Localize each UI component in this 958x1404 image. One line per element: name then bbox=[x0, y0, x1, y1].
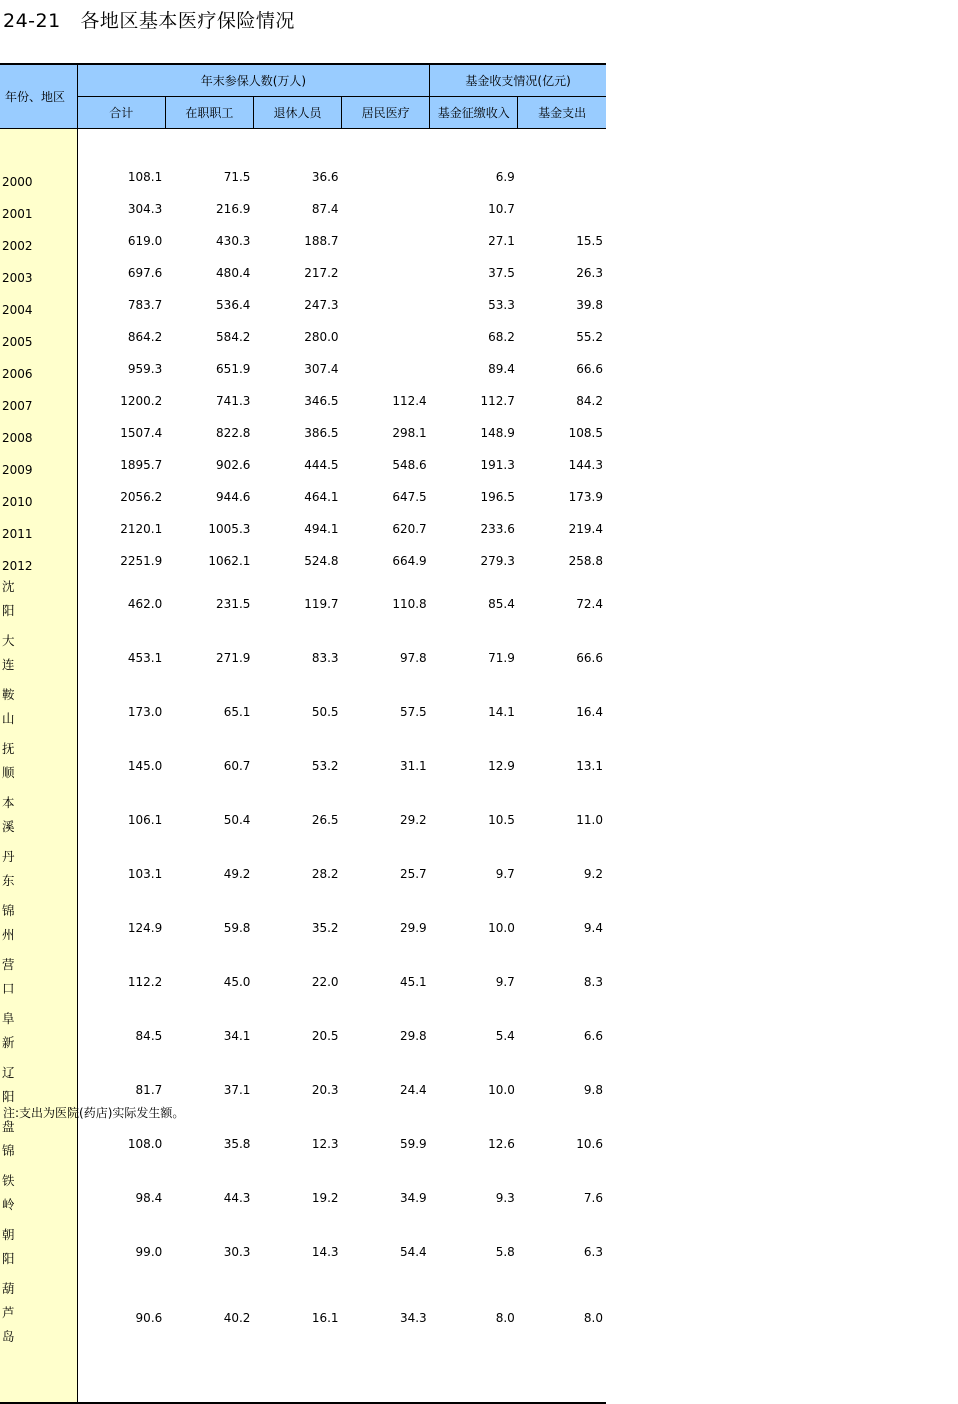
data-cell: 84.2 bbox=[576, 394, 603, 408]
data-cell: 258.8 bbox=[568, 554, 603, 568]
data-cell: 9.7 bbox=[495, 975, 515, 989]
data-cell: 31.1 bbox=[399, 759, 427, 773]
data-cell: 40.2 bbox=[223, 1311, 251, 1325]
data-cell: 462.0 bbox=[127, 597, 163, 611]
data-cell: 464.1 bbox=[304, 490, 339, 504]
table-row bbox=[0, 321, 606, 353]
data-cell: 87.4 bbox=[311, 202, 339, 216]
data-cell: 84.5 bbox=[135, 1029, 163, 1043]
data-cell: 783.7 bbox=[127, 298, 163, 312]
data-cell: 10.0 bbox=[488, 921, 515, 935]
table-row bbox=[0, 385, 606, 417]
data-cell: 35.2 bbox=[311, 921, 339, 935]
data-cell: 548.6 bbox=[392, 458, 427, 472]
data-cell: 864.2 bbox=[127, 330, 163, 344]
data-cell: 697.6 bbox=[127, 266, 163, 280]
row-label: 大 连 bbox=[0, 631, 77, 685]
data-cell: 72.4 bbox=[576, 597, 603, 611]
data-cell: 22.0 bbox=[311, 975, 339, 989]
row-label: 抚 顺 bbox=[0, 739, 77, 793]
data-cell: 233.6 bbox=[480, 522, 515, 536]
footnote: 注:支出为医院(药店)实际发生额。 bbox=[3, 1106, 185, 1120]
data-cell: 55.2 bbox=[576, 330, 603, 344]
data-cell: 7.6 bbox=[583, 1191, 603, 1205]
data-cell: 49.2 bbox=[223, 867, 251, 881]
data-cell: 307.4 bbox=[304, 362, 339, 376]
table-row bbox=[0, 847, 606, 901]
row-label: 2000 bbox=[0, 161, 77, 193]
data-cell: 231.5 bbox=[216, 597, 251, 611]
row-label: 朝 阳 bbox=[0, 1225, 77, 1279]
data-cell: 30.3 bbox=[223, 1245, 251, 1259]
data-cell: 99.0 bbox=[135, 1245, 163, 1259]
data-cell: 480.4 bbox=[216, 266, 251, 280]
row-label: 2011 bbox=[0, 513, 77, 545]
data-cell: 10.0 bbox=[488, 1083, 515, 1097]
data-cell: 8.0 bbox=[495, 1311, 515, 1325]
table-row bbox=[0, 225, 606, 257]
data-cell: 453.1 bbox=[127, 651, 163, 665]
data-cell: 59.9 bbox=[399, 1137, 427, 1151]
data-cell: 902.6 bbox=[216, 458, 251, 472]
data-cell: 103.1 bbox=[127, 867, 163, 881]
data-cell: 106.1 bbox=[127, 813, 163, 827]
data-cell: 66.6 bbox=[576, 362, 603, 376]
data-cell: 16.1 bbox=[311, 1311, 339, 1325]
data-cell: 90.6 bbox=[135, 1311, 163, 1325]
data-cell: 26.5 bbox=[311, 813, 339, 827]
data-cell: 85.4 bbox=[488, 597, 515, 611]
data-cell: 20.5 bbox=[311, 1029, 339, 1043]
data-cell: 81.7 bbox=[135, 1083, 163, 1097]
row-label: 2001 bbox=[0, 193, 77, 225]
data-cell: 112.7 bbox=[480, 394, 515, 408]
group-header-fund: 基金收支情况(亿元) bbox=[430, 64, 606, 97]
data-cell: 217.2 bbox=[304, 266, 339, 280]
data-cell: 10.5 bbox=[488, 813, 515, 827]
data-cell: 584.2 bbox=[216, 330, 251, 344]
data-cell: 430.3 bbox=[216, 234, 251, 248]
data-cell: 1507.4 bbox=[120, 426, 163, 440]
data-cell: 148.9 bbox=[480, 426, 515, 440]
table-row bbox=[0, 577, 606, 631]
data-cell: 108.0 bbox=[127, 1137, 163, 1151]
data-cell: 536.4 bbox=[216, 298, 251, 312]
data-cell: 6.3 bbox=[583, 1245, 603, 1259]
data-cell bbox=[342, 257, 430, 289]
data-cell: 20.3 bbox=[311, 1083, 339, 1097]
data-cell: 9.7 bbox=[495, 867, 515, 881]
row-label: 葫 芦 岛 bbox=[0, 1279, 77, 1357]
data-cell bbox=[342, 225, 430, 257]
column-header: 基金征缴收入 bbox=[430, 97, 518, 129]
data-cell: 1005.3 bbox=[208, 522, 251, 536]
data-cell: 8.3 bbox=[583, 975, 603, 989]
row-label: 铁 岭 bbox=[0, 1171, 77, 1225]
table-row bbox=[0, 901, 606, 955]
data-cell: 71.5 bbox=[223, 170, 251, 184]
data-cell: 741.3 bbox=[216, 394, 251, 408]
data-cell: 1895.7 bbox=[120, 458, 163, 472]
column-header: 居民医疗 bbox=[342, 97, 430, 129]
row-label: 2002 bbox=[0, 225, 77, 257]
insurance-table bbox=[0, 63, 606, 1404]
data-cell: 119.7 bbox=[304, 597, 339, 611]
data-cell: 619.0 bbox=[127, 234, 163, 248]
table-row bbox=[0, 193, 606, 225]
data-cell: 279.3 bbox=[480, 554, 515, 568]
data-cell: 8.0 bbox=[583, 1311, 603, 1325]
data-cell: 247.3 bbox=[304, 298, 339, 312]
data-cell: 36.6 bbox=[311, 170, 339, 184]
data-cell: 53.3 bbox=[488, 298, 515, 312]
row-label: 2010 bbox=[0, 481, 77, 513]
data-cell: 26.3 bbox=[576, 266, 603, 280]
data-cell: 37.1 bbox=[223, 1083, 251, 1097]
data-cell: 27.1 bbox=[488, 234, 515, 248]
row-label: 2006 bbox=[0, 353, 77, 385]
row-label: 2012 bbox=[0, 545, 77, 577]
table-row bbox=[0, 1117, 606, 1171]
data-cell: 29.9 bbox=[399, 921, 427, 935]
data-cell: 37.5 bbox=[488, 266, 515, 280]
row-label: 2009 bbox=[0, 449, 77, 481]
data-cell: 304.3 bbox=[127, 202, 163, 216]
table-row bbox=[0, 161, 606, 193]
data-cell: 386.5 bbox=[304, 426, 339, 440]
corner-header: 年份、地区 bbox=[0, 64, 77, 129]
row-label: 本 溪 bbox=[0, 793, 77, 847]
data-cell bbox=[342, 289, 430, 321]
column-header: 基金支出 bbox=[518, 97, 606, 129]
page-title: 24-21 各地区基本医疗保险情况 bbox=[3, 10, 295, 32]
table-row bbox=[0, 257, 606, 289]
data-cell: 145.0 bbox=[127, 759, 163, 773]
data-cell: 65.1 bbox=[223, 705, 251, 719]
row-label: 锦 州 bbox=[0, 901, 77, 955]
data-cell: 108.1 bbox=[127, 170, 163, 184]
data-cell: 112.2 bbox=[127, 975, 163, 989]
data-cell: 54.4 bbox=[399, 1245, 427, 1259]
data-cell: 959.3 bbox=[127, 362, 163, 376]
data-cell: 6.9 bbox=[495, 170, 515, 184]
data-cell: 25.7 bbox=[399, 867, 427, 881]
data-cell: 34.9 bbox=[399, 1191, 427, 1205]
data-cell: 647.5 bbox=[392, 490, 427, 504]
data-cell: 28.2 bbox=[311, 867, 339, 881]
data-cell bbox=[518, 161, 606, 193]
row-label: 2003 bbox=[0, 257, 77, 289]
data-cell: 9.4 bbox=[583, 921, 603, 935]
data-cell: 35.8 bbox=[223, 1137, 251, 1151]
data-cell: 24.4 bbox=[399, 1083, 427, 1097]
data-cell: 822.8 bbox=[216, 426, 251, 440]
data-cell: 173.0 bbox=[127, 705, 163, 719]
data-cell: 57.5 bbox=[399, 705, 427, 719]
row-label: 营 口 bbox=[0, 955, 77, 1009]
data-cell: 71.9 bbox=[488, 651, 515, 665]
data-cell: 50.5 bbox=[311, 705, 339, 719]
data-cell: 13.1 bbox=[576, 759, 603, 773]
data-cell: 14.3 bbox=[311, 1245, 339, 1259]
row-label: 2007 bbox=[0, 385, 77, 417]
table-row bbox=[0, 545, 606, 577]
table-end-row bbox=[0, 1357, 606, 1403]
data-cell: 10.7 bbox=[488, 202, 515, 216]
data-cell: 196.5 bbox=[480, 490, 515, 504]
table-row bbox=[0, 417, 606, 449]
data-cell: 29.8 bbox=[399, 1029, 427, 1043]
table-row bbox=[0, 449, 606, 481]
table-row bbox=[0, 1279, 606, 1357]
data-cell: 216.9 bbox=[216, 202, 251, 216]
data-cell: 5.4 bbox=[495, 1029, 515, 1043]
data-cell: 524.8 bbox=[304, 554, 339, 568]
data-cell: 19.2 bbox=[311, 1191, 339, 1205]
table-row bbox=[0, 1009, 606, 1063]
data-cell: 59.8 bbox=[223, 921, 251, 935]
table-body bbox=[0, 129, 606, 1404]
table-row bbox=[0, 631, 606, 685]
data-cell: 39.8 bbox=[576, 298, 603, 312]
data-cell: 346.5 bbox=[304, 394, 339, 408]
data-cell: 66.6 bbox=[576, 651, 603, 665]
data-cell: 34.1 bbox=[223, 1029, 251, 1043]
spacer-row bbox=[0, 129, 606, 162]
data-cell: 68.2 bbox=[488, 330, 515, 344]
group-header-insured: 年末参保人数(万人) bbox=[77, 64, 430, 97]
data-cell: 280.0 bbox=[304, 330, 339, 344]
data-cell: 12.6 bbox=[488, 1137, 515, 1151]
column-header: 退休人员 bbox=[253, 97, 341, 129]
data-cell: 2120.1 bbox=[120, 522, 163, 536]
data-cell: 53.2 bbox=[311, 759, 339, 773]
data-cell: 10.6 bbox=[576, 1137, 603, 1151]
column-header: 在职职工 bbox=[165, 97, 253, 129]
table-row bbox=[0, 289, 606, 321]
data-cell: 97.8 bbox=[399, 651, 427, 665]
data-cell: 16.4 bbox=[576, 705, 603, 719]
data-cell: 144.3 bbox=[568, 458, 603, 472]
table-row bbox=[0, 685, 606, 739]
data-cell: 12.3 bbox=[311, 1137, 339, 1151]
data-cell: 112.4 bbox=[392, 394, 427, 408]
data-cell: 298.1 bbox=[392, 426, 427, 440]
table-row bbox=[0, 513, 606, 545]
data-cell: 2056.2 bbox=[120, 490, 163, 504]
data-cell: 98.4 bbox=[135, 1191, 163, 1205]
table-row bbox=[0, 955, 606, 1009]
row-label: 丹 东 bbox=[0, 847, 77, 901]
data-cell: 494.1 bbox=[304, 522, 339, 536]
data-cell: 34.3 bbox=[399, 1311, 427, 1325]
data-cell: 620.7 bbox=[392, 522, 427, 536]
data-cell bbox=[518, 193, 606, 225]
data-cell: 9.8 bbox=[583, 1083, 603, 1097]
data-cell: 188.7 bbox=[304, 234, 339, 248]
data-cell: 14.1 bbox=[488, 705, 515, 719]
column-header: 合计 bbox=[77, 97, 165, 129]
data-cell: 191.3 bbox=[480, 458, 515, 472]
data-cell: 89.4 bbox=[488, 362, 515, 376]
data-cell bbox=[342, 161, 430, 193]
data-cell: 50.4 bbox=[223, 813, 251, 827]
data-cell: 44.3 bbox=[223, 1191, 251, 1205]
row-label: 鞍 山 bbox=[0, 685, 77, 739]
data-cell bbox=[342, 353, 430, 385]
row-label: 2008 bbox=[0, 417, 77, 449]
data-cell: 15.5 bbox=[576, 234, 603, 248]
row-label: 阜 新 bbox=[0, 1009, 77, 1063]
data-cell: 11.0 bbox=[576, 813, 603, 827]
table-row bbox=[0, 481, 606, 513]
data-cell: 2251.9 bbox=[120, 554, 163, 568]
row-label: 沈 阳 bbox=[0, 577, 77, 631]
table-row bbox=[0, 1225, 606, 1279]
data-cell: 651.9 bbox=[216, 362, 251, 376]
data-cell: 9.3 bbox=[495, 1191, 515, 1205]
data-cell: 1062.1 bbox=[208, 554, 251, 568]
data-cell: 6.6 bbox=[583, 1029, 603, 1043]
data-cell: 110.8 bbox=[392, 597, 427, 611]
data-cell: 108.5 bbox=[568, 426, 603, 440]
data-cell: 9.2 bbox=[583, 867, 603, 881]
row-label: 2004 bbox=[0, 289, 77, 321]
data-cell bbox=[342, 193, 430, 225]
data-cell: 124.9 bbox=[127, 921, 163, 935]
data-cell: 29.2 bbox=[399, 813, 427, 827]
data-cell: 5.8 bbox=[495, 1245, 515, 1259]
data-cell: 173.9 bbox=[568, 490, 603, 504]
table-row bbox=[0, 353, 606, 385]
data-cell: 45.0 bbox=[223, 975, 251, 989]
row-label: 2005 bbox=[0, 321, 77, 353]
data-cell: 271.9 bbox=[216, 651, 251, 665]
table-row bbox=[0, 1171, 606, 1225]
data-cell: 444.5 bbox=[304, 458, 339, 472]
data-cell: 1200.2 bbox=[120, 394, 163, 408]
data-cell: 60.7 bbox=[223, 759, 251, 773]
data-cell: 219.4 bbox=[568, 522, 603, 536]
row-label: 盘 锦 bbox=[0, 1117, 77, 1171]
data-cell: 664.9 bbox=[392, 554, 427, 568]
data-cell: 12.9 bbox=[488, 759, 515, 773]
table-row bbox=[0, 793, 606, 847]
row-label: 辽 阳 bbox=[0, 1063, 77, 1117]
data-cell: 45.1 bbox=[399, 975, 427, 989]
table-row bbox=[0, 739, 606, 793]
data-cell: 83.3 bbox=[311, 651, 339, 665]
data-cell bbox=[342, 321, 430, 353]
data-cell: 944.6 bbox=[216, 490, 251, 504]
